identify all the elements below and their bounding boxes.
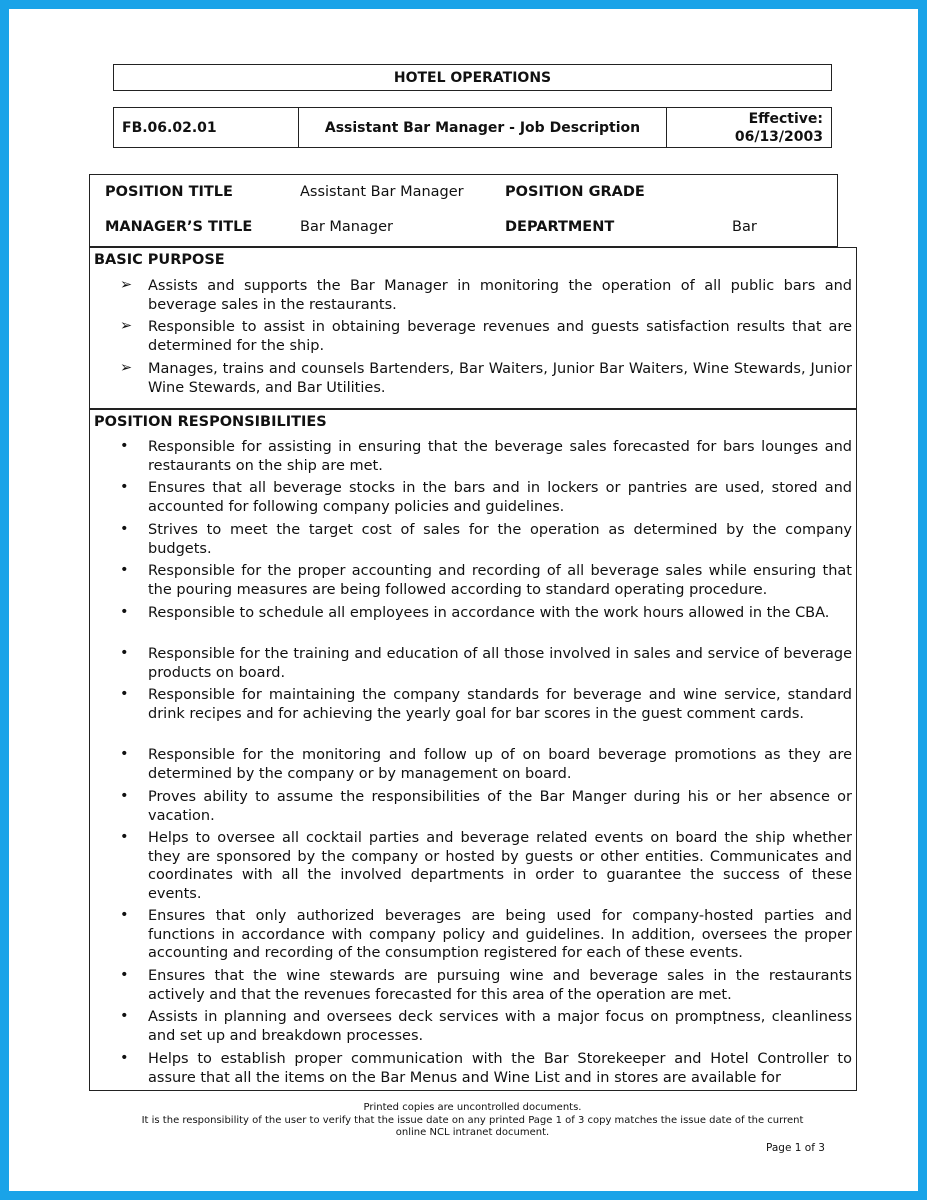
responsibility-marker: •	[120, 788, 129, 804]
department-value: Bar	[732, 219, 757, 235]
purpose-marker: ➢	[120, 360, 133, 376]
hotel-operations-banner	[113, 64, 832, 91]
basic-purpose-section	[89, 247, 857, 409]
responsibility-item: Responsible for the training and education of all those involved in sales and service of beverage products on board.	[148, 646, 852, 681]
position-grade-label: POSITION GRADE	[505, 184, 645, 200]
effective-date: 06/13/2003	[734, 128, 823, 145]
purpose-item: Responsible to assist in obtaining beverage revenues and guests satisfaction results that are determined for the ship.	[148, 319, 852, 354]
effective-date-cell	[667, 108, 831, 147]
position-row-2	[90, 219, 837, 239]
responsibility-item: Helps to establish proper communication with the Bar Storekeeper and Hotel Controller to assure that all the items on the Bar Menus and Wine List and in stores are available for	[148, 1051, 852, 1086]
responsibility-marker: •	[120, 479, 129, 495]
basic-purpose-heading: BASIC PURPOSE	[94, 252, 225, 268]
position-title-value: Assistant Bar Manager	[300, 184, 464, 200]
responsibility-marker: •	[120, 604, 129, 620]
responsibility-marker: •	[120, 521, 129, 537]
responsibility-item: Proves ability to assume the responsibilities of the Bar Manger during his or her absence or vacation.	[148, 789, 852, 824]
managers-title-label: MANAGER’S TITLE	[105, 219, 253, 235]
responsibility-marker: •	[120, 562, 129, 578]
footer-line-2: It is the responsibility of the user to verify that the issue date on any printed Page 1 of 3 copy matches the issue date of the current	[141, 1114, 804, 1126]
responsibility-item: Ensures that only authorized beverages are being used for company-hosted parties and functions in accordance with company policy and guidelines. In addition, oversees the proper accounting and recording of the consumption registered for each of these events.	[148, 908, 852, 961]
responsibility-item: Strives to meet the target cost of sales for the operation as determined by the company budgets.	[148, 522, 852, 557]
page-number: Page 1 of 3	[766, 1142, 825, 1154]
responsibility-marker: •	[120, 645, 129, 661]
responsibility-item: Ensures that the wine stewards are pursuing wine and beverage sales in the restaurants actively and that the revenues forecasted for this area of the operation are met.	[148, 968, 852, 1003]
responsibility-item: Responsible for maintaining the company standards for beverage and wine service, standard drink recipes and for achieving the yearly goal for bar scores in the guest comment cards.	[148, 687, 852, 722]
responsibility-item: Responsible for assisting in ensuring that the beverage sales forecasted for bars lounges and restaurants on the ship are met.	[148, 439, 852, 474]
purpose-marker: ➢	[120, 318, 133, 334]
responsibility-marker: •	[120, 1008, 129, 1024]
footer-disclaimer	[113, 1102, 832, 1140]
purpose-marker: ➢	[120, 277, 133, 293]
effective-label: Effective:	[748, 110, 823, 127]
responsibility-marker: •	[120, 686, 129, 702]
department-label: DEPARTMENT	[505, 219, 615, 235]
responsibility-marker: •	[120, 746, 129, 762]
document-header-row	[113, 107, 832, 148]
footer-line-1: Printed copies are uncontrolled documents.	[363, 1102, 582, 1113]
responsibilities-section	[89, 409, 857, 1091]
responsibility-item: Assists in planning and oversees deck services with a major focus on promptness, cleanliness and set up and breakdown processes.	[148, 1009, 852, 1044]
responsibility-item: Responsible for the monitoring and follow up of on board beverage promotions as they are determined by the company or by management on board.	[148, 747, 852, 782]
responsibility-item: Helps to oversee all cocktail parties and beverage related events on board the ship whether they are sponsored by the company or hosted by guests or other entities. Communicates and coordinates with all the involved departments in order to guarantee the success of these events.	[148, 830, 852, 902]
footer-line-3: online NCL intranet document.	[395, 1127, 550, 1138]
document-code: FB.06.02.01	[114, 108, 299, 147]
responsibility-marker: •	[120, 1050, 129, 1066]
responsibility-marker: •	[120, 438, 129, 454]
position-info-table	[89, 174, 838, 247]
banner-text: HOTEL OPERATIONS	[393, 69, 552, 86]
responsibility-item: Responsible to schedule all employees in accordance with the work hours allowed in the CBA.	[148, 605, 830, 621]
responsibility-marker: •	[120, 829, 129, 845]
position-title-label: POSITION TITLE	[105, 184, 233, 200]
responsibility-item: Responsible for the proper accounting and recording of all beverage sales while ensuring that the pouring measures are being followed according to standard operating procedure.	[148, 563, 852, 598]
responsibility-item: Ensures that all beverage stocks in the bars and in lockers or pantries are used, stored and accounted for following company policies and guidelines.	[148, 480, 852, 515]
document-title: Assistant Bar Manager - Job Description	[299, 108, 667, 147]
position-row-1	[90, 184, 837, 204]
purpose-item: Manages, trains and counsels Bartenders, Bar Waiters, Junior Bar Waiters, Wine Stewards, Junior Wine Stewards, and Bar Utilities.	[148, 361, 852, 396]
responsibilities-heading: POSITION RESPONSIBILITIES	[94, 414, 327, 430]
managers-title-value: Bar Manager	[300, 219, 393, 235]
responsibility-marker: •	[120, 907, 129, 923]
responsibility-marker: •	[120, 967, 129, 983]
purpose-item: Assists and supports the Bar Manager in monitoring the operation of all public bars and beverage sales in the restaurants.	[148, 278, 852, 313]
